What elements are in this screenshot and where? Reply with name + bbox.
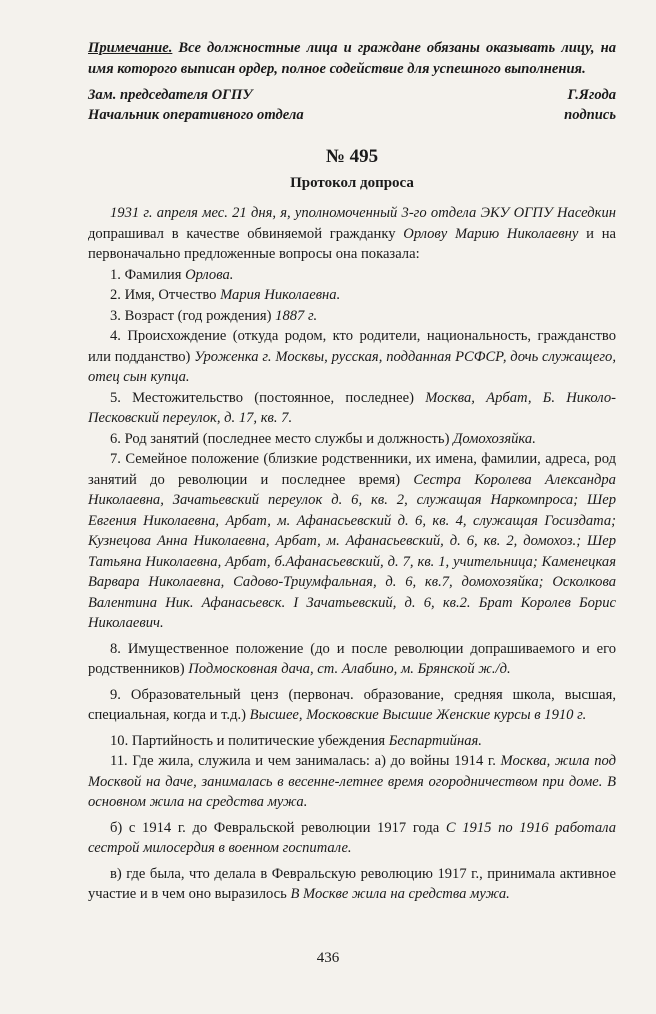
document-title: Протокол допроса [290, 175, 414, 191]
question-item [88, 306, 616, 327]
question-text: 2. Имя, Отчество [110, 287, 221, 303]
note-lead: Примечание. [88, 40, 173, 56]
signature-name: Г.Ягода [567, 87, 616, 103]
answer-text: Уроженка г. Москвы, русская, подданная РСФСР, дочь служащего, отец сын купца. [88, 348, 616, 385]
question-text: 4. Происхождение (откуда родом, кто родители, национальность, гражданство или подданство) [88, 328, 616, 365]
question-item [88, 429, 616, 450]
intro-paragraph [88, 203, 616, 265]
signature-block [88, 85, 616, 125]
answer-text: 1887 г. [275, 307, 318, 324]
document-number: № 495 [325, 146, 379, 167]
answer-text: Москва, Арбат, Б. Николо-Песковский переулок, д. 17, кв. 7. [88, 389, 616, 426]
question-item [88, 326, 616, 388]
question-item [88, 818, 616, 859]
question-text: 9. Образовательный ценз (первонач. образование, средняя школа, высшая, специальная, когда и т.д.) [88, 686, 616, 723]
answer-text: Домохозяйка. [453, 430, 536, 447]
question-item [88, 731, 616, 752]
answer-text: Мария Николаевна. [220, 287, 341, 303]
question-text: 10. Партийность и политические убеждения [110, 732, 389, 749]
question-item [88, 639, 616, 680]
signature-title-1: Зам. председателя ОГПУ [88, 87, 253, 103]
answer-text: Сестра Королева Александра Николаевна, Зачатьевский переулок д. 6, кв. 2, служащая Наркомпроса; Шер Евгения Николаевна, Арбат, м. Афанасьевский д. 6, кв. 4, служащая Госиздата; Кузнецова Анна Николаевна, Арбат, м. Афанасьевский, д. 6, кв. 2, домохоз.; Шер Татьяна Николаевна, Арбат, б.Афанасьевский, д. 7, кв. 1, учительница; Каменецкая Варвара Николаевна, Садово-Триумфальная, д. 6, кв.7, домохозяйка; Осколкова Валентина Ник. Афанасьевск. I Зачатьевский, д. 6, кв.2. Брат Королев Борис Николаевич. [88, 471, 616, 631]
question-text: 5. Местожительство (постоянное, последнее) [110, 389, 426, 406]
intro-date: 1931 г. апреля мес. 21 дня, я, уполномоченный 3-го отдела ЭКУ ОГПУ Наседкин [110, 205, 616, 221]
question-item [88, 265, 616, 286]
intro-text-2: и на первоначально предложенные вопросы она показала: [88, 225, 616, 262]
answer-text: Высшее, Московские Высшие Женские курсы в 1910 г. [249, 707, 587, 723]
intro-text-1: допрашивал в качестве обвиняемой гражданку [88, 225, 404, 242]
answer-text: Орлова. [185, 266, 234, 283]
question-text: 1. Фамилия [110, 266, 186, 283]
note-text: Все должностные лица и граждане обязаны оказывать лицу, на имя которого выписан ордер, полное содействие для успешного выполнения. [88, 40, 616, 77]
intro-name: Орлову Марию Николаевну [403, 225, 579, 242]
answer-text: Подмосковная дача, ст. Алабино, м. Брянской ж./д. [188, 661, 511, 677]
question-item [88, 685, 616, 726]
question-text: 7. Семейное положение (близкие родственники, их имена, фамилии, адреса, род занятий до революции и последнее время) [88, 451, 616, 488]
signature-mark: подпись [564, 107, 616, 123]
question-text: 8. Имущественное положение (до и после революции допрашиваемого и его родственников) [88, 640, 616, 677]
question-item [88, 449, 616, 634]
question-item [88, 388, 616, 429]
question-item [88, 751, 616, 813]
question-text: 3. Возраст (год рождения) [110, 307, 276, 324]
page-number: 436 [316, 950, 340, 966]
note-paragraph [88, 38, 616, 79]
question-item [88, 285, 616, 306]
question-text: в) где была, что делала в Февральскую революцию 1917 г., принимала активное участие и в чем оно выразилось [88, 865, 616, 902]
question-item [88, 864, 616, 905]
question-text: 6. Род занятий (последнее место службы и должность) [110, 430, 454, 447]
question-text: б) с 1914 г. до Февральской революции 1917 года [110, 819, 446, 836]
answer-text: В Москве жила на средства мужа. [290, 886, 510, 902]
question-text: 11. Где жила, служила и чем занималась: а) до войны 1914 г. [110, 753, 501, 769]
answer-text: С 1915 по 1916 работала сестрой милосердия в военном госпитале. [88, 819, 617, 856]
signature-title-2: Начальник оперативного отдела [88, 107, 304, 123]
answer-text: Беспартийная. [388, 732, 482, 749]
answer-text: Москва, жила под Москвой на даче, занималась в весенне-летнее время огородничеством при доме. В основном жила на средства мужа. [88, 753, 617, 810]
